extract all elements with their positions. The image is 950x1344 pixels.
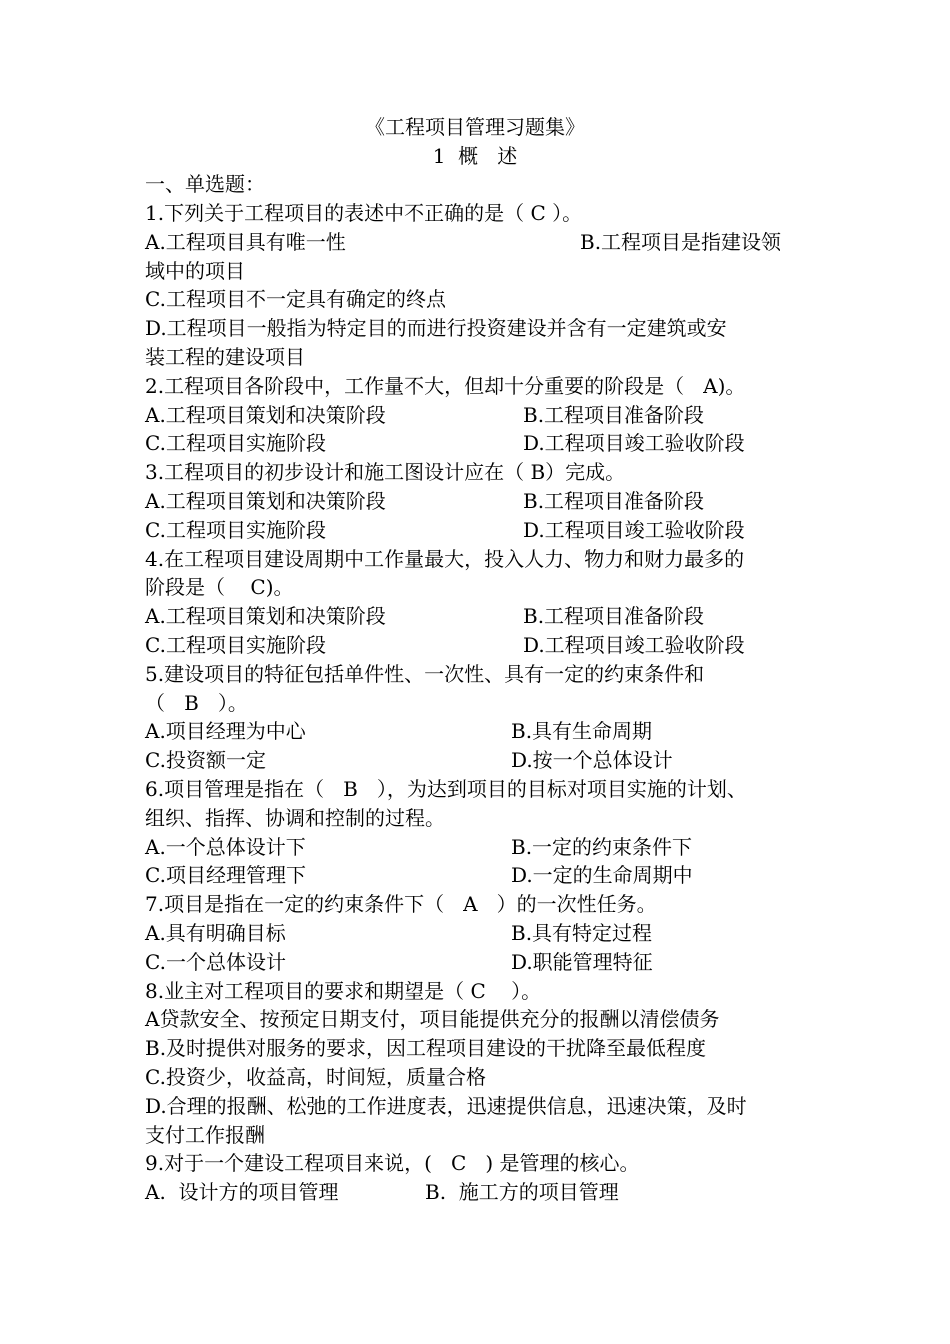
text-line	[145, 833, 815, 862]
text-line	[145, 343, 815, 372]
text-line	[145, 257, 815, 286]
option-text: D.职能管理特征	[511, 949, 653, 974]
line-text: 8.业主对工程项目的要求和期望是（ C ）。	[145, 978, 542, 1003]
text-line	[145, 890, 815, 919]
line-text: A.工程项目具有唯一性	[145, 229, 346, 254]
text-line	[145, 977, 815, 1006]
line-text: D.工程项目一般指为特定目的而进行投资建设并含有一定建筑或安	[145, 316, 727, 341]
line-text: （ B ）。	[145, 690, 248, 715]
text-line	[145, 314, 815, 343]
text-line	[145, 1121, 815, 1150]
text-line	[145, 1063, 815, 1092]
line-text: 组织、指挥、协调和控制的过程。	[145, 805, 445, 830]
text-line	[145, 919, 815, 948]
line-text: C.工程项目不一定具有确定的终点	[145, 287, 446, 312]
text-line	[145, 545, 815, 574]
line-text: A. 设计方的项目管理	[145, 1180, 339, 1205]
text-line	[145, 487, 815, 516]
line-text: A.项目经理为中心	[145, 719, 306, 744]
line-text: C.工程项目实施阶段	[145, 517, 326, 542]
line-text: 5.建设项目的特征包括单件性、一次性、具有一定的约束条件和	[145, 661, 705, 686]
text-line	[145, 689, 815, 718]
line-text: 7.项目是指在一定的约束条件下（ A ）的一次性任务。	[145, 892, 657, 917]
text-line	[145, 573, 815, 602]
option-text: B.工程项目是指建设领	[580, 229, 782, 254]
chapter-heading: 1 概 述	[432, 144, 518, 168]
text-line	[145, 746, 815, 775]
text-line	[145, 429, 815, 458]
text-line	[145, 285, 815, 314]
text-line	[145, 717, 815, 746]
text-line	[145, 372, 815, 401]
text-line	[145, 401, 815, 430]
option-text: D.工程项目竣工验收阶段	[523, 633, 745, 657]
line-text: 域中的项目	[145, 258, 245, 283]
line-text: 9.对于一个建设工程项目来说，( C ) 是管理的核心。	[145, 1151, 640, 1176]
text-line	[145, 660, 815, 689]
option-text: B.具有生命周期	[511, 719, 653, 744]
text-line	[145, 516, 815, 545]
text-line	[145, 228, 815, 257]
line-text: 2.工程项目各阶段中，工作量不大，但却十分重要的阶段是（ A)。	[145, 373, 746, 398]
text-line	[145, 775, 815, 804]
line-text: 6.项目管理是指在（ B ），为达到项目的目标对项目实施的计划、	[145, 777, 747, 801]
option-text: B.具有特定过程	[511, 921, 653, 945]
line-text: B.及时提供对服务的要求，因工程项目建设的干扰降至最低程度	[145, 1036, 707, 1061]
text-line	[145, 199, 815, 228]
line-text: C.投资额一定	[145, 748, 266, 773]
text-line	[145, 1005, 815, 1034]
line-text: A.工程项目策划和决策阶段	[145, 402, 386, 427]
document-title: 《工程项目管理习题集》	[365, 115, 585, 139]
line-text: C.工程项目实施阶段	[145, 431, 326, 456]
option-text: D.工程项目竣工验收阶段	[523, 431, 745, 456]
line-text: C.项目经理管理下	[145, 863, 306, 888]
line-text: A.工程项目策划和决策阶段	[145, 604, 386, 629]
option-text: D.按一个总体设计	[511, 748, 673, 773]
line-text: C.一个总体设计	[145, 949, 286, 974]
text-line	[145, 458, 815, 487]
option-text: B. 施工方的项目管理	[425, 1180, 619, 1205]
option-text: B.一定的约束条件下	[511, 834, 693, 859]
text-line	[145, 1178, 815, 1207]
option-text: B.工程项目准备阶段	[523, 489, 705, 513]
text-line	[145, 1034, 815, 1063]
line-text: A.工程项目策划和决策阶段	[145, 489, 386, 513]
line-text: A.一个总体设计下	[145, 834, 306, 859]
option-text: D.一定的生命周期中	[511, 863, 693, 888]
text-line	[145, 804, 815, 833]
option-text: B.工程项目准备阶段	[523, 402, 705, 427]
text-line	[145, 1149, 815, 1178]
line-text: 4.在工程项目建设周期中工作量最大，投入人力、物力和财力最多的	[145, 546, 745, 571]
text-line	[145, 631, 815, 660]
line-text: 支付工作报酬	[145, 1122, 265, 1147]
line-text: D.合理的报酬、松弛的工作进度表，迅速提供信息，迅速决策，及时	[145, 1093, 747, 1118]
option-text: B.工程项目准备阶段	[523, 604, 705, 629]
text-line	[145, 1092, 815, 1121]
line-text: 装工程的建设项目	[145, 345, 305, 369]
line-text: A.具有明确目标	[145, 921, 286, 945]
option-text: D.工程项目竣工验收阶段	[523, 517, 745, 542]
text-line	[145, 861, 815, 890]
line-text: C.工程项目实施阶段	[145, 633, 326, 657]
line-text: 1.下列关于工程项目的表述中不正确的是（ C ）。	[145, 201, 583, 225]
text-line	[145, 602, 815, 631]
line-text: C.投资少，收益高，时间短，质量合格	[145, 1065, 486, 1089]
section-heading: 一、单选题：	[145, 172, 265, 196]
line-text: 3.工程项目的初步设计和施工图设计应在（ B）完成。	[145, 460, 626, 485]
line-text: 阶段是（ C)。	[145, 575, 294, 600]
line-text: A贷款安全、按预定日期支付，项目能提供充分的报酬以清偿债务	[145, 1007, 720, 1032]
text-line	[145, 948, 815, 977]
